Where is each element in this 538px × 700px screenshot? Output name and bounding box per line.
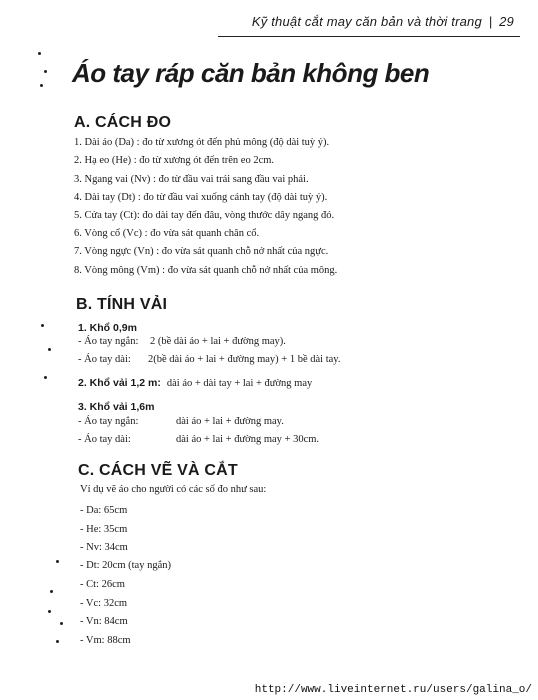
fabric-row-label: - Áo tay dài: (78, 354, 131, 365)
fabric-width-3-heading: 3. Khổ vải 1,6m (78, 401, 155, 413)
margin-dot (41, 324, 44, 327)
header-rule (218, 36, 520, 37)
fabric-width-2-title: 2. Khổ vải 1,2 m: (78, 377, 161, 389)
measure-item: 4. Dài tay (Dt) : đo từ đầu vai xuống cánh tay (độ dài tuỳ ý). (74, 192, 328, 203)
fabric-row-label: - Áo tay dài: (78, 434, 131, 445)
example-measurement: - Vn: 84cm (80, 616, 128, 627)
margin-dot (48, 348, 51, 351)
example-measurement: - Dt: 20cm (tay ngắn) (80, 560, 171, 571)
example-measurement: - Vc: 32cm (80, 598, 128, 609)
margin-dot (50, 590, 53, 593)
margin-dot (48, 610, 51, 613)
fabric-row-label: - Áo tay ngắn: (78, 416, 139, 427)
margin-dot (44, 70, 47, 73)
fabric-row-label: - Áo tay ngắn: (78, 336, 139, 347)
margin-dot (60, 622, 63, 625)
section-c-heading: C. CÁCH VẼ VÀ CẮT (78, 462, 238, 479)
source-url-watermark: http://www.liveinternet.ru/users/galina_o/ (254, 684, 532, 696)
fabric-row-value: dài áo + lai + đường may + 30cm. (176, 434, 320, 445)
fabric-row-value: 2(bề dài áo + lai + đường may) + 1 bề dài tay. (148, 354, 341, 365)
fabric-row (78, 416, 284, 427)
measure-item: 6. Vòng cổ (Vc) : đo vừa sát quanh chân cổ. (74, 228, 260, 239)
fabric-width-2-desc: dài áo + dài tay + lai + đường may (166, 378, 313, 389)
example-intro: Ví dụ vẽ áo cho người có các số đo như sau: (80, 484, 267, 495)
example-measurement: - Nv: 34cm (80, 542, 128, 553)
margin-dot (56, 640, 59, 643)
page-title: Áo tay ráp căn bản không ben (72, 58, 430, 88)
measure-item: 3. Ngang vai (Nv) : đo từ đầu vai trái sang đầu vai phải. (74, 174, 309, 185)
margin-dot (56, 560, 59, 563)
running-header (252, 14, 514, 29)
fabric-width-2-heading (78, 377, 312, 389)
example-measurement: - He: 35cm (80, 524, 128, 535)
measure-item: 2. Hạ eo (He) : đo từ xương ót đến trên eo 2cm. (74, 155, 275, 166)
fabric-row-value: dài áo + lai + đường may. (176, 416, 284, 427)
margin-dot (38, 52, 41, 55)
measure-item: 1. Dài áo (Da) : đo từ xương ót đến phủ mông (độ dài tuỳ ý). (74, 137, 330, 148)
header-separator: | (488, 14, 493, 29)
margin-dot (44, 376, 47, 379)
fabric-row (78, 336, 286, 347)
measure-item: 8. Vòng mông (Vm) : đo vừa sát quanh chỗ nở nhất của mông. (74, 265, 338, 276)
section-b-heading: B. TÍNH VẢI (76, 296, 168, 313)
fabric-row (78, 354, 340, 365)
measure-item: 5. Cửa tay (Ct): đo dài tay đến đâu, vòng thước dây ngang đó. (74, 210, 335, 221)
section-a-heading: A. CÁCH ĐO (74, 114, 172, 131)
margin-dot (40, 84, 43, 87)
example-measurement: - Vm: 88cm (80, 635, 131, 646)
page-number: 29 (499, 14, 514, 29)
fabric-row (78, 434, 319, 445)
fabric-width-1-heading: 1. Khổ 0,9m (78, 322, 137, 334)
running-header-title: Kỹ thuật cắt may căn bản và thời trang (251, 14, 482, 29)
fabric-row-value: 2 (bề dài áo + lai + đường may). (150, 336, 286, 347)
example-measurement: - Da: 65cm (80, 505, 128, 516)
example-measurement: - Ct: 26cm (80, 579, 125, 590)
measure-item: 7. Vòng ngực (Vn) : đo vừa sát quanh chỗ nở nhất của ngực. (74, 246, 329, 257)
